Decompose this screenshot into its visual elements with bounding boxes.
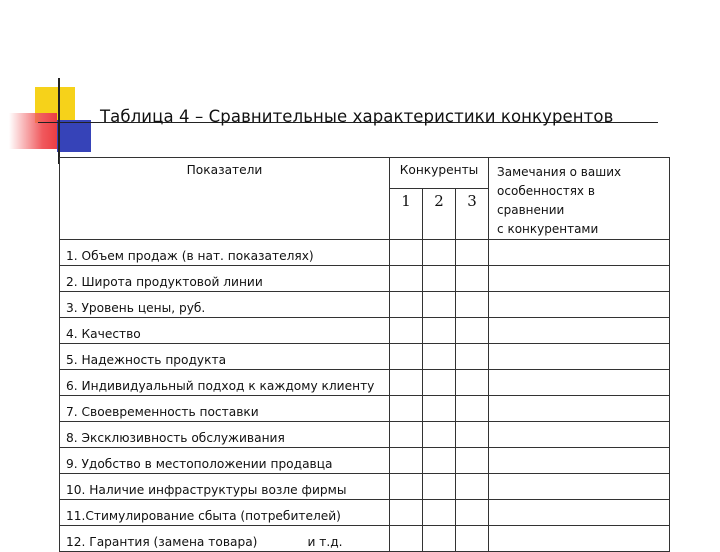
- slide-title: Таблица 4 – Сравнительные характеристики конкурентов: [100, 107, 614, 126]
- header-notes-line: Замечания о ваших: [497, 165, 622, 179]
- row-label: 10. Наличие инфраструктуры возле фирмы: [60, 474, 390, 500]
- table-cell: [456, 396, 489, 422]
- table-row: [60, 474, 670, 500]
- table-row: [60, 422, 670, 448]
- table-cell: [423, 292, 456, 318]
- table-cell: [456, 474, 489, 500]
- row-label-suffix: и т.д.: [307, 535, 343, 549]
- decor-blue-square: [57, 120, 91, 152]
- table-row: [60, 526, 670, 552]
- table-cell: [390, 292, 423, 318]
- table-cell: [456, 344, 489, 370]
- competitor-comparison-table: [59, 157, 670, 552]
- table-cell: [390, 448, 423, 474]
- row-label: 9. Удобство в местоположении продавца: [60, 448, 390, 474]
- decor-vertical-line: [58, 78, 60, 164]
- table-cell: [456, 526, 489, 552]
- table-cell: [489, 266, 670, 292]
- table-cell: [456, 422, 489, 448]
- row-label: 6. Индивидуальный подход к каждому клиенту: [60, 370, 390, 396]
- table-cell: [390, 240, 423, 266]
- competitor-number-2: 2: [423, 189, 456, 240]
- row-label-last: [60, 526, 390, 552]
- table-cell: [423, 318, 456, 344]
- table-cell: [423, 396, 456, 422]
- competitor-number-3: 3: [456, 189, 489, 240]
- row-label: 5. Надежность продукта: [60, 344, 390, 370]
- table-cell: [390, 500, 423, 526]
- row-label: 11.Стимулирование сбыта (потребителей): [60, 500, 390, 526]
- table-cell: [423, 500, 456, 526]
- table-row: [60, 318, 670, 344]
- header-indicators-label: Показатели: [186, 163, 263, 177]
- row-label: 3. Уровень цены, руб.: [60, 292, 390, 318]
- table-cell: [489, 292, 670, 318]
- row-label: 4. Качество: [60, 318, 390, 344]
- header-competitors: [390, 158, 489, 189]
- table-cell: [390, 344, 423, 370]
- table-cell: [489, 422, 670, 448]
- table-cell: [489, 396, 670, 422]
- table-row: [60, 344, 670, 370]
- row-label: 7. Своевременность поставки: [60, 396, 390, 422]
- table-cell: [456, 240, 489, 266]
- table-cell: [390, 370, 423, 396]
- table-cell: [423, 422, 456, 448]
- table-cell: [423, 240, 456, 266]
- header-competitors-label: Конкуренты: [399, 163, 479, 177]
- table-cell: [423, 526, 456, 552]
- table-cell: [456, 448, 489, 474]
- table-cell: [489, 240, 670, 266]
- row-label-text: 12. Гарантия (замена товара): [66, 535, 258, 549]
- table-cell: [423, 448, 456, 474]
- table-cell: [456, 266, 489, 292]
- table-cell: [390, 422, 423, 448]
- table-cell: [489, 500, 670, 526]
- row-label: 2. Широта продуктовой линии: [60, 266, 390, 292]
- table-cell: [390, 266, 423, 292]
- table-cell: [390, 526, 423, 552]
- table-row: [60, 266, 670, 292]
- header-indicators: [60, 158, 390, 240]
- table-cell: [456, 292, 489, 318]
- table-cell: [423, 474, 456, 500]
- table-row: [60, 448, 670, 474]
- table-cell: [456, 500, 489, 526]
- header-notes-line: особенностях в сравнении: [497, 184, 595, 217]
- table-cell: [489, 448, 670, 474]
- header-notes: [489, 158, 670, 240]
- table-cell: [423, 266, 456, 292]
- table-cell: [489, 318, 670, 344]
- table-row: [60, 396, 670, 422]
- table-cell: [423, 344, 456, 370]
- table-row: [60, 292, 670, 318]
- header-notes-line: с конкурентами: [497, 222, 599, 236]
- table-row: [60, 240, 670, 266]
- table-header-row: [60, 158, 670, 189]
- table-cell: [390, 474, 423, 500]
- table-cell: [489, 344, 670, 370]
- table-row: [60, 500, 670, 526]
- table-cell: [456, 318, 489, 344]
- table-cell: [456, 370, 489, 396]
- table-cell: [390, 318, 423, 344]
- row-label: 1. Объем продаж (в нат. показателях): [60, 240, 390, 266]
- table-row: [60, 370, 670, 396]
- row-label: 8. Эксклюзивность обслуживания: [60, 422, 390, 448]
- table-cell: [489, 474, 670, 500]
- table-cell: [423, 370, 456, 396]
- table-cell: [489, 526, 670, 552]
- table-cell: [390, 396, 423, 422]
- table-cell: [489, 370, 670, 396]
- decor-red-gradient-bar: [9, 113, 57, 149]
- competitor-number-1: 1: [390, 189, 423, 240]
